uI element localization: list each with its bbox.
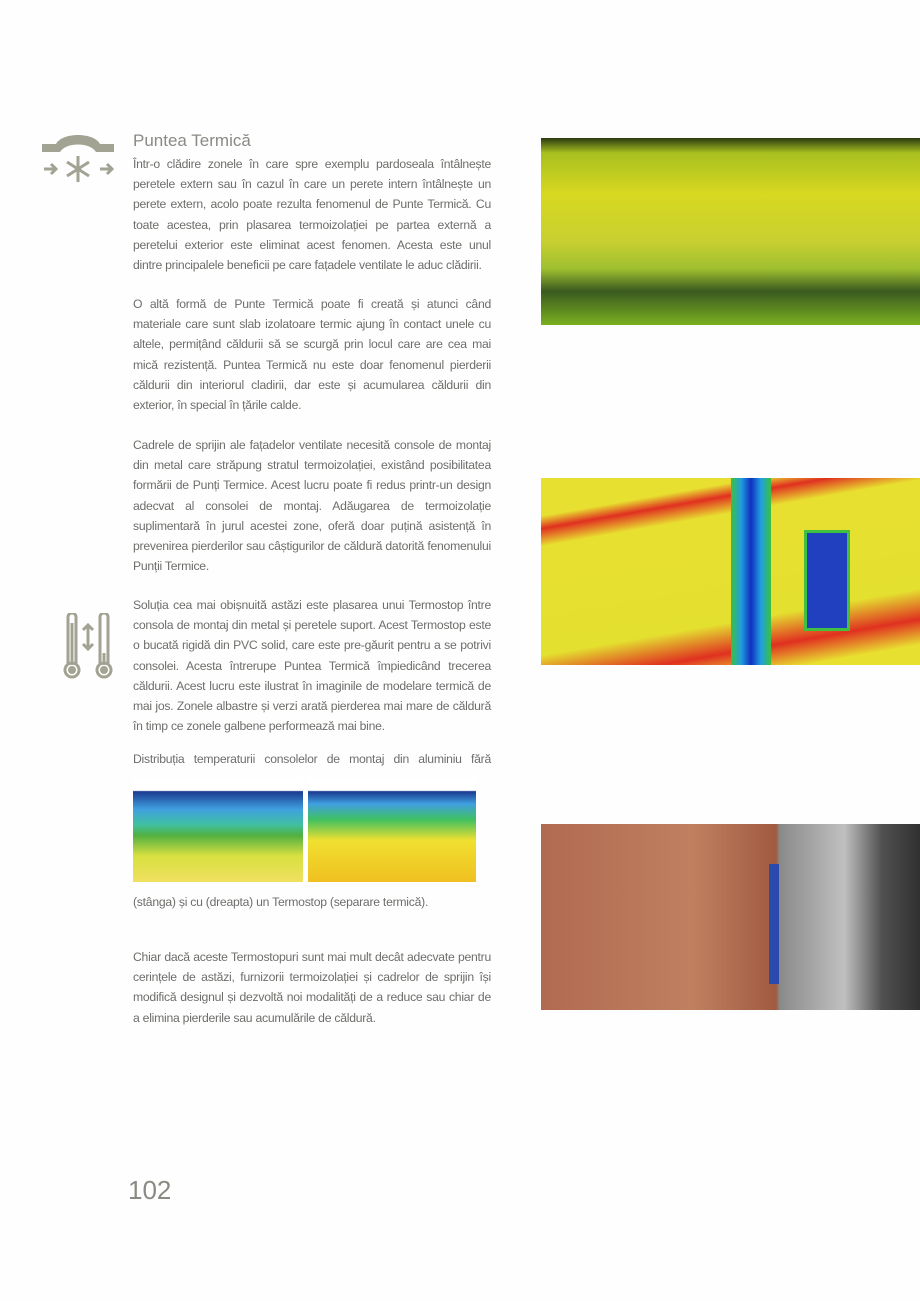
thermal-image-corner	[541, 478, 920, 665]
paragraph-5: Chiar dacă aceste Termostopuri sunt mai mult decât adecvate pentru cerințele de astăzi, furnizorii termoizolației și cadrelor de sprijin își modifică designul și dezvoltă noi modalități de a reduce sau chiar de a elimina pierderile sau acumulările de căldură.	[133, 950, 491, 1025]
thermometers-icon	[63, 613, 113, 679]
thermal-model-with-termostop	[308, 778, 476, 882]
thermal-model-without-termostop	[133, 778, 303, 882]
page-title: Puntea Termică	[133, 131, 251, 150]
figure-caption: (stânga) și cu (dreapta) un Termostop (separare termică).	[133, 895, 429, 909]
paragraph-4: Soluția cea mai obișnuită astăzi este plasarea unui Termostop între consola de montaj din metal și peretele suport. Acest Termostop este o bucată rigidă din PVC solid, care este pre-găurit pentru a se potrivi consolei. Acesta întrerupe Puntea Termică împiedicând trecerea căldurii. Acest lucru este ilustrat în imaginile de modelare termică de mai jos. Zonele albastre și verzi arată pierderea mai mare de căldură în timp ce zonele galbene performează mai bine.	[133, 598, 491, 734]
paragraph-3: Cadrele de sprijin ale fațadelor ventilate necesită console de montaj din metal care străpung stratul termoizolației, existând posibilitatea formării de Punți Termice. Acest lucru poate fi redus printr-un design adecvat al consolei de montaj. Adăugarea de termoizolație suplimentară în jurul acestei zone, oferă doar puțină asistență în prevenirea pierderilor sau câștigurilor de căldură datorită fenomenului Punții Termice.	[133, 438, 491, 574]
thermal-image-building	[541, 138, 920, 325]
thermal-bridge-icon	[42, 130, 114, 186]
paragraph-2: O altă formă de Punte Termică poate fi creată și atunci când materiale care sunt slab izolatoare termic ajung în contact unele cu altele, permițând căldurii să se scurgă prin locul care are cea mai mică rezistență. Puntea Termică nu este doar fenomenul pierderii căldurii din interiorul cladirii, dar este și acumularea căldurii din exterior, în special în țările calde.	[133, 297, 491, 413]
figure-intro: Distribuția temperaturii consolelor de montaj din aluminiu fără	[133, 752, 491, 766]
photo-bracket-termostop	[541, 824, 920, 1010]
paragraph-1: Într-o clădire zonele în care spre exemplu pardoseala întâlnește peretele extern sau în cazul în care un perete intern întâlnește un perete extern, acolo poate rezulta fenomenul de Punte Termică. Cu toate acestea, prin plasarea termoizolației pe partea externă a peretelui exterior este eliminat acest fenomen. Acesta este unul dintre principalele beneficii pe care fațadele ventilate le aduc clădirii.	[133, 157, 491, 273]
page-number: 102	[128, 1175, 172, 1205]
